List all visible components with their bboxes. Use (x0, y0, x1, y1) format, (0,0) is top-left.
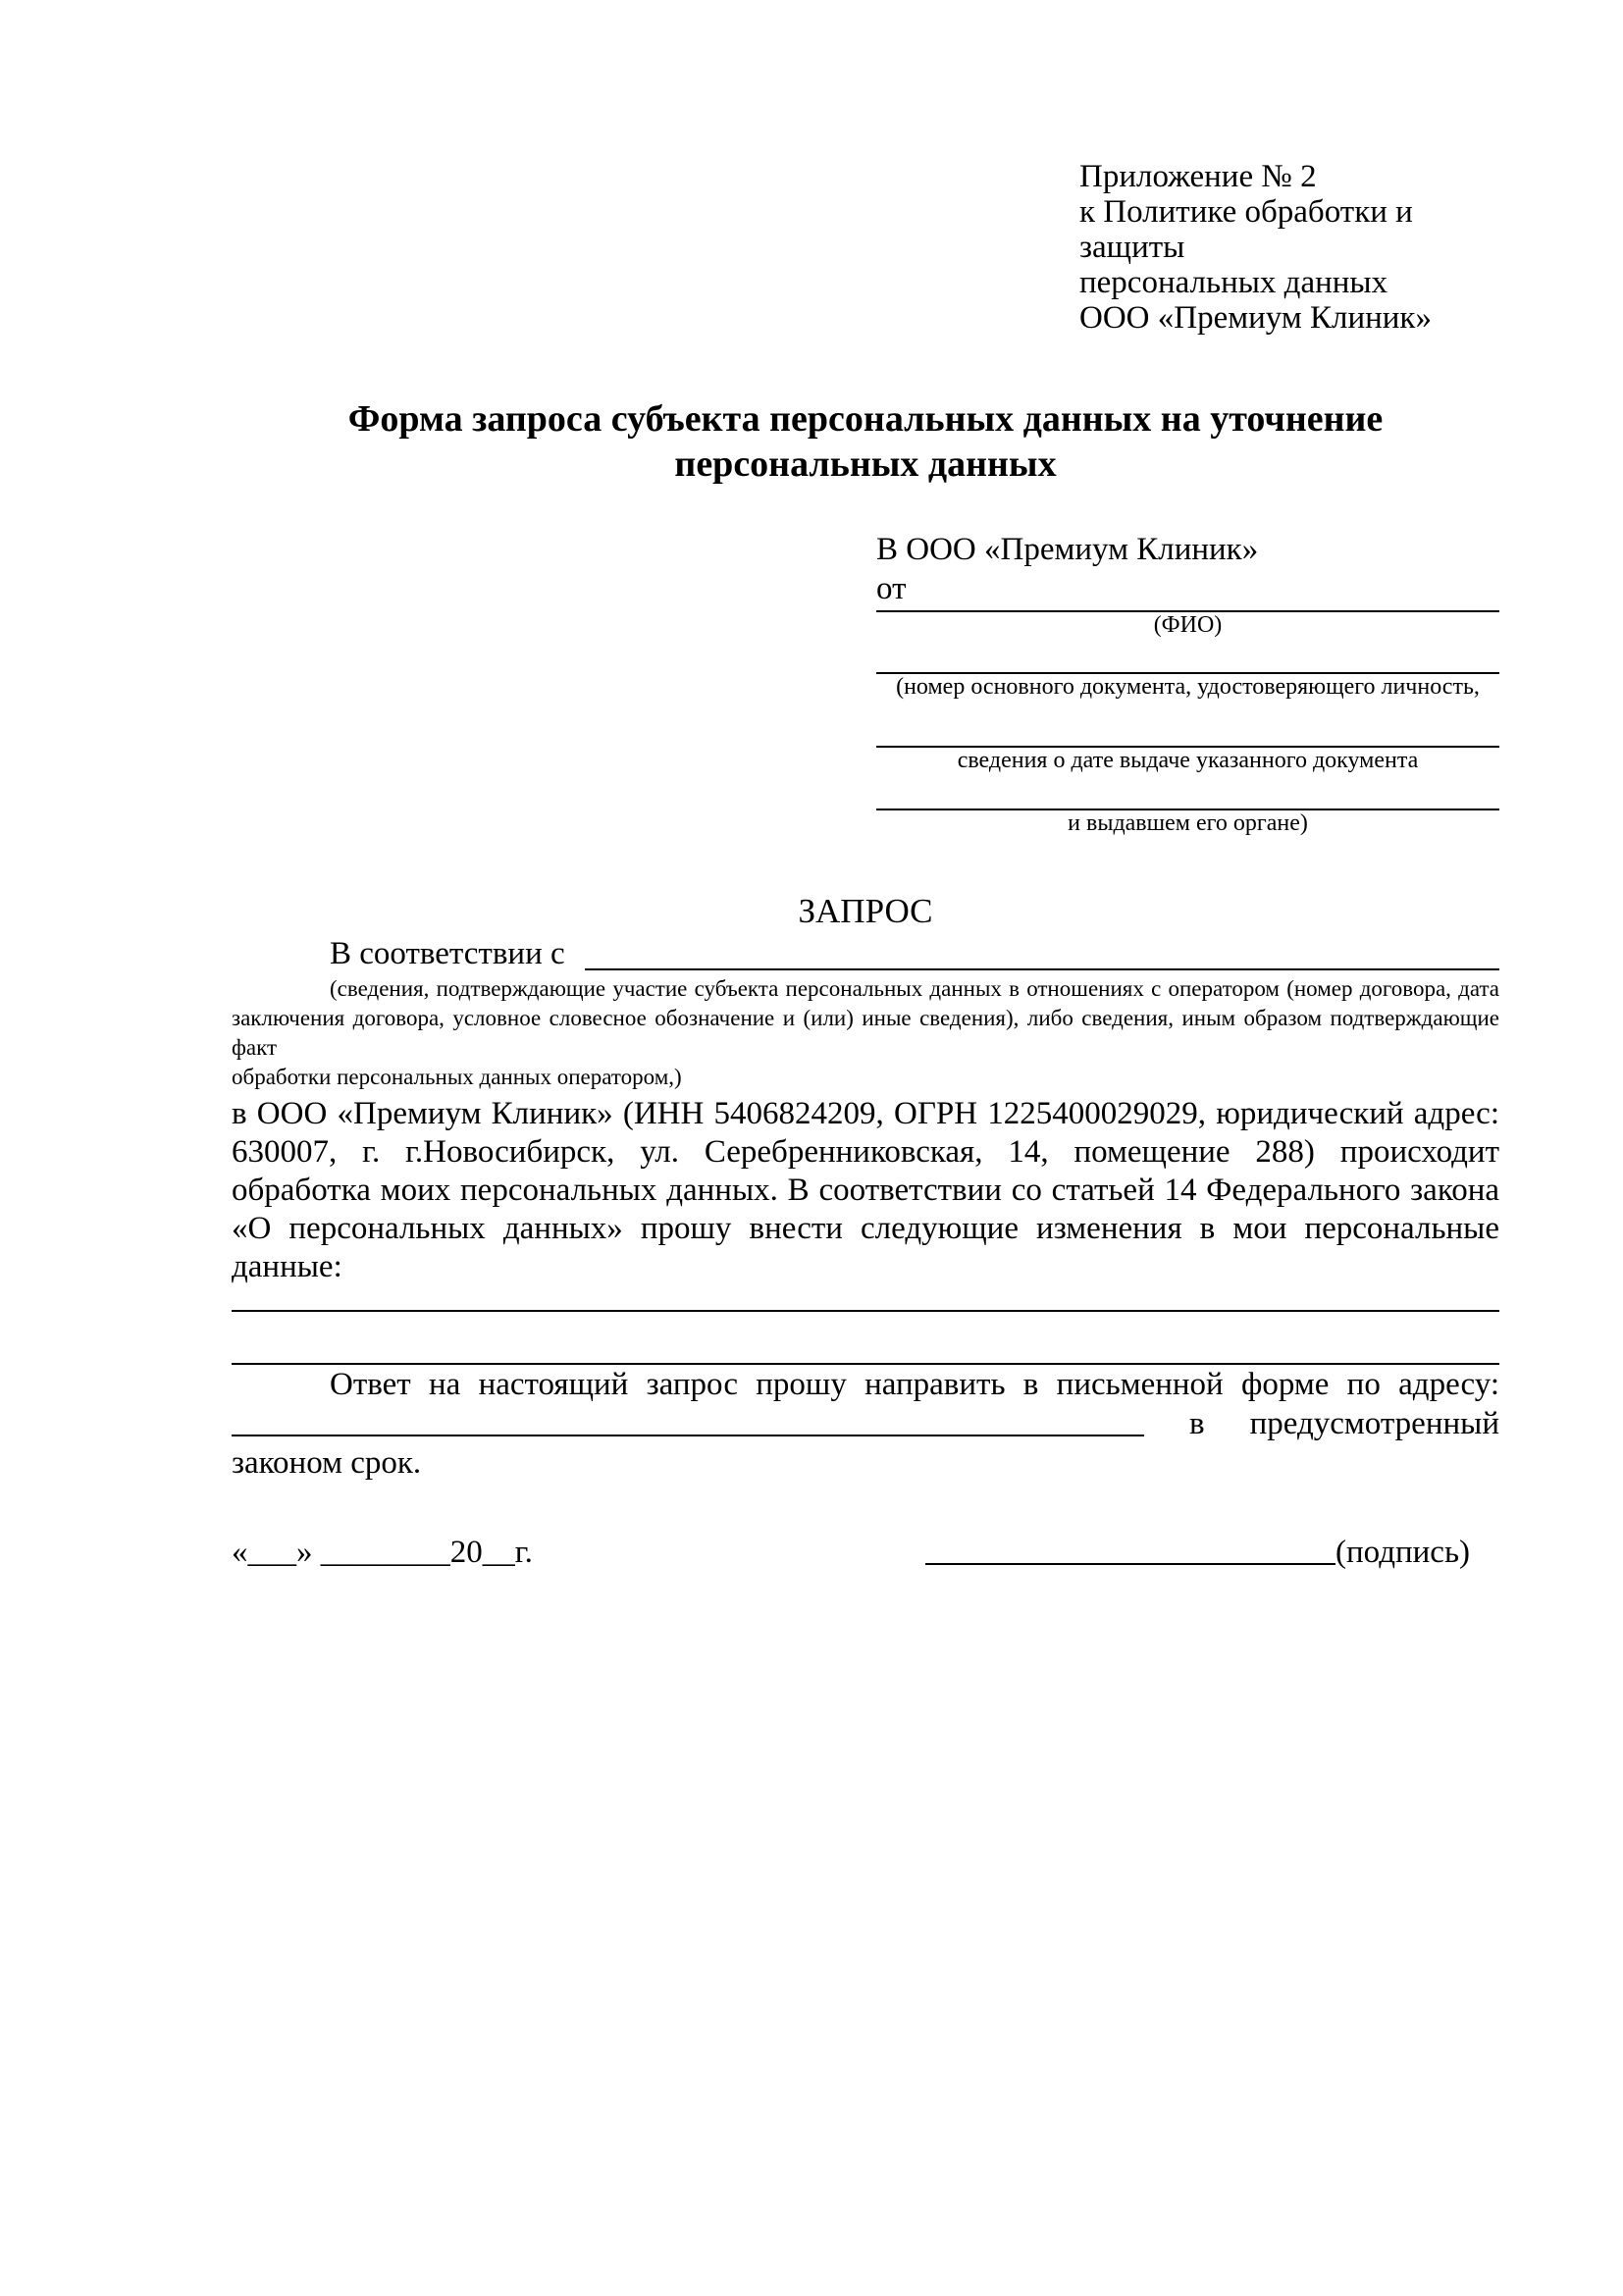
fine-print-line: обработки персональных данных оператором,) (232, 1065, 682, 1089)
answer-line-1: Ответ на настоящий запрос прошу направить в письменной форме по адресу: (330, 1367, 1499, 1402)
signature-caption: (подпись) (1335, 1535, 1470, 1570)
appendix-line: Приложение № 2 (1079, 159, 1317, 194)
request-body-line: «О персональных данных» прошу внести следующие изменения в мои персональные (232, 1211, 1499, 1246)
changes-blank-line-1 (232, 1286, 1499, 1312)
changes-blank-line-2 (232, 1312, 1499, 1365)
request-body-line: обработка моих персональных данных. В соответствии со статьей 14 Федерального закона (232, 1173, 1499, 1208)
signature-block (925, 1532, 1470, 1573)
document-number-blank-line (876, 639, 1499, 674)
request-body-line: в ООО «Премиум Клиник» (ИНН 5406824209, ОГРН 1225400029029, юридический адрес: (232, 1096, 1499, 1131)
signature-line (925, 1532, 1335, 1565)
title-line: персональных данных (674, 444, 1057, 485)
title-line: Форма запроса субъекта персональных данных на уточнение (347, 398, 1384, 440)
request-body (232, 1095, 1499, 1286)
address-blank-line (232, 1404, 1144, 1436)
request-heading: ЗАПРОС (798, 892, 933, 930)
appendix-line: персональных данных (1079, 265, 1388, 300)
answer-paragraph (232, 1365, 1499, 1483)
answer-line-2 (232, 1404, 1499, 1443)
issuing-authority-caption: и выдавшем его органе) (1068, 810, 1308, 836)
accordance-line (232, 933, 1499, 974)
request-body-line: 630007, г. г.Новосибирск, ул. Серебренниковская, 14, помещение 288) происходит (232, 1134, 1499, 1170)
appendix-line: ООО «Премиум Клиник» (1079, 300, 1432, 336)
issue-date-caption: сведения о дате выдаче указанного документа (957, 748, 1419, 773)
document-title (232, 396, 1499, 487)
accordance-label: В соответствии с (330, 936, 573, 971)
addressee-to: В ООО «Премиум Клиник» (876, 532, 1259, 567)
answer-line-3: законом срок. (232, 1445, 422, 1481)
fio-caption: (ФИО) (1153, 612, 1223, 638)
fine-print-line: заключения договора, условное словесное обозначение и (или) иные сведения), либо сведения, иным образом подтверждающие факт (232, 1006, 1499, 1060)
request-body-line: данные: (232, 1249, 342, 1284)
footer-row (232, 1532, 1499, 1573)
answer-word: предусмотренный (1249, 1406, 1499, 1441)
appendix-line: к Политике обработки и защиты (1079, 194, 1413, 265)
date-field: «___» ________20__г. (232, 1535, 533, 1570)
fine-print-note (232, 974, 1499, 1092)
addressee-block (876, 530, 1499, 837)
answer-word: в (1189, 1406, 1205, 1441)
document-number-caption: (номер основного документа, удостоверяющего личность, (896, 674, 1480, 700)
fine-print-line: (сведения, подтверждающие участие субъекта персональных данных в отношениях с оператором (номер договора, дата (330, 976, 1499, 1001)
issuing-authority-blank-line (876, 774, 1499, 810)
accordance-blank-line (585, 933, 1499, 970)
addressee-from-label: от (876, 571, 907, 606)
issue-date-blank-line (876, 701, 1499, 748)
appendix-reference (1079, 159, 1499, 336)
